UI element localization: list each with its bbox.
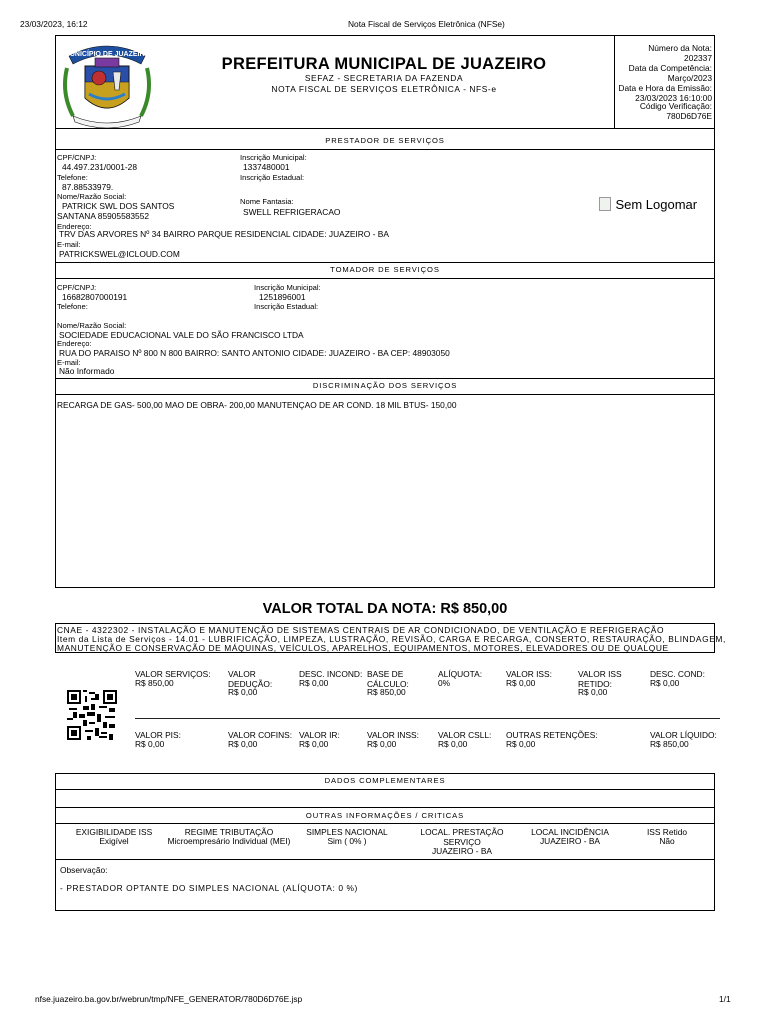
valor-cofins-label: VALOR COFINS: — [228, 730, 293, 740]
valor-cofins-value: R$ 0,00 — [228, 739, 258, 749]
valor-servicos-value: R$ 850,00 — [135, 678, 174, 688]
tomador-im-label: Inscrição Municipal: — [254, 283, 321, 292]
print-page-number: 1/1 — [719, 994, 731, 1004]
valor-csll-label: VALOR CSLL: — [438, 730, 492, 740]
crest-banner-text: MUNICÍPIO DE JUAZEIRO — [64, 51, 150, 58]
tomador-im-value: 1251896001 — [259, 292, 306, 302]
valor-pis-value: R$ 0,00 — [135, 739, 165, 749]
prestador-email-label: E-mail: — [57, 240, 81, 249]
valor-deducao-value: R$ 0,00 — [228, 687, 258, 697]
observacao-text: - PRESTADOR OPTANTE DO SIMPLES NACIONAL (ALÍQUOTA: 0 %) — [60, 883, 358, 893]
valor-inss-label: VALOR INSS: — [367, 730, 419, 740]
desc-cond-value: R$ 0,00 — [650, 678, 680, 688]
tomador-nome-label: Nome/Razão Social: — [57, 321, 127, 330]
print-datetime: 23/03/2023, 16:12 — [20, 19, 88, 29]
desc-cond-label: DESC. COND: — [650, 669, 705, 679]
regime-tributacao-label: REGIME TRIBUTAÇÃO — [184, 827, 274, 837]
municipal-crest-logo — [59, 38, 155, 128]
tomador-cpf-value: 16682807000191 — [62, 292, 128, 302]
tomador-tel-label: Telefone: — [57, 302, 88, 311]
prestador-section-title: PRESTADOR DE SERVIÇOS — [325, 136, 445, 145]
valor-iss-label: VALOR ISS: — [506, 669, 552, 679]
prestador-cpf-value: 44.497.231/0001-28 — [62, 162, 137, 172]
dados-complementares-title: DADOS COMPLEMENTARES — [324, 776, 446, 785]
cnae-line2: Item da Lista de Serviços - 14.01 - LUBRIFICAÇÃO, LIMPEZA, LUSTRAÇÃO, REVISÃO, CARGA E RECARGA, CONSERTO, RESTAURAÇÃO, BLINDAGEM, — [57, 634, 726, 644]
discriminacao-text: RECARGA DE GAS- 500,00 MAO DE OBRA- 200,00 MANUTENÇAO DE AR COND. 18 MIL BTUS- 150,00 — [57, 400, 457, 410]
iss-retido-label: ISS Retido — [646, 827, 688, 837]
valor-iss-value: R$ 0,00 — [506, 678, 536, 688]
desc-incond-value: R$ 0,00 — [299, 678, 329, 688]
emissao-value: 23/03/2023 16:10:00 — [635, 93, 712, 103]
tomador-nome-value: SOCIEDADE EDUCACIONAL VALE DO SÃO FRANCISCO LTDA — [59, 330, 304, 340]
base-calculo-label: BASE DE CÁLCULO: — [367, 669, 409, 689]
prestador-tel-label: Telefone: — [57, 173, 88, 182]
valor-iss-retido-value: R$ 0,00 — [578, 687, 608, 697]
cnae-line1: CNAE - 4322302 - INSTALAÇÃO E MANUTENÇÃO DE SISTEMAS CENTRAIS DE AR CONDICIONADO, DE VENTILAÇÃO E REFRIGERAÇÃO — [57, 625, 665, 635]
numero-nota-value: 202337 — [684, 53, 712, 63]
cnae-line3: MANUTENÇÃO E CONSERVAÇÃO DE MÁQUINAS, VEÍCULOS, APARELHOS, EQUIPAMENTOS, MOTORES, ELEVADORES OU DE QUALQUE — [57, 643, 669, 653]
simples-nacional-label: SIMPLES NACIONAL — [306, 827, 388, 837]
prestador-im-label: Inscrição Municipal: — [240, 153, 307, 162]
codigo-verificacao-label: Código Verificação: — [639, 101, 712, 111]
print-page-title: Nota Fiscal de Serviços Eletrônica (NFSe) — [348, 19, 505, 29]
local-prestacao-value: JUAZEIRO - BA — [431, 846, 493, 856]
exigibilidade-value: Exigível — [99, 836, 129, 846]
codigo-verificacao-value: 780D6D76E — [666, 111, 712, 121]
outras-retencoes-label: OUTRAS RETENÇÕES: — [506, 730, 598, 740]
tomador-email-value: Não Informado — [59, 366, 115, 376]
print-url: nfse.juazeiro.ba.gov.br/webrun/tmp/NFE_GENERATOR/780D6D76E.jsp — [35, 994, 303, 1004]
competencia-value: Março/2023 — [667, 73, 712, 83]
prestador-nome-label: Nome/Razão Social: — [57, 192, 127, 201]
qr-code — [67, 690, 117, 740]
valor-pis-label: VALOR PIS: — [135, 730, 181, 740]
valor-deducao-label: VALOR DEDUÇÃO: — [228, 669, 273, 689]
simples-nacional-value: Sim ( 0% ) — [327, 836, 367, 846]
observacao-label: Observação: — [60, 865, 108, 875]
valor-ir-label: VALOR IR: — [299, 730, 340, 740]
prestador-fantasia-value: SWELL REFRIGERACAO — [243, 207, 341, 217]
header-subtitle-nfse: NOTA FISCAL DE SERVIÇOS ELETRÔNICA - NFS-e — [271, 84, 497, 94]
numero-nota-label: Número da Nota: — [648, 43, 712, 53]
valor-iss-retido-label: VALOR ISS RETIDO: — [578, 669, 622, 689]
emissao-label: Data e Hora da Emissão: — [618, 83, 712, 93]
prestador-tel-value: 87.88533979. — [62, 182, 114, 192]
prestador-cpf-label: CPF/CNPJ: — [57, 153, 97, 162]
outras-retencoes-value: R$ 0,00 — [506, 739, 536, 749]
competencia-label: Data da Competência: — [628, 63, 712, 73]
prestador-fantasia-label: Nome Fantasia: — [240, 197, 294, 206]
header-subtitle-sefaz: SEFAZ - SECRETARIA DA FAZENDA — [304, 73, 464, 83]
prestador-endereco-value: TRV DAS ARVORES Nº 34 BAIRRO PARQUE RESIDENCIAL CIDADE: JUAZEIRO - BA — [59, 229, 389, 239]
page-title: PREFEITURA MUNICIPAL DE JUAZEIRO — [221, 55, 547, 73]
tomador-ie-label: Inscrição Estadual: — [254, 302, 319, 311]
prestador-email-value: PATRICKSWEL@ICLOUD.COM — [59, 249, 180, 259]
prestador-nome-value-line2: SANTANA 85905583552 — [57, 211, 150, 221]
valor-total: VALOR TOTAL DA NOTA: R$ 850,00 — [262, 601, 508, 617]
prestador-logo-placeholder — [599, 196, 713, 214]
outras-informacoes-title: OUTRAS INFORMAÇÕES / CRITICAS — [305, 811, 465, 820]
valor-inss-value: R$ 0,00 — [367, 739, 397, 749]
aliquota-value: 0% — [438, 678, 451, 688]
valor-liquido-label: VALOR LÍQUIDO: — [650, 730, 717, 740]
prestador-ie-label: Inscrição Estadual: — [240, 173, 305, 182]
tomador-endereco-value: RUA DO PARAISO Nº 800 N 800 BAIRRO: SANTO ANTONIO CIDADE: JUAZEIRO - BA CEP: 48903050 — [59, 348, 450, 358]
tomador-endereco-label: Endereço: — [57, 339, 92, 348]
exigibilidade-label: EXIGIBILIDADE ISS — [75, 827, 153, 837]
prestador-im-value: 1337480001 — [243, 162, 290, 172]
logo-alt-text: Sem Logomar — [615, 197, 698, 212]
discriminacao-section-title: DISCRIMINAÇÃO DOS SERVIÇOS — [312, 381, 458, 390]
valor-ir-value: R$ 0,00 — [299, 739, 329, 749]
aliquota-label: ALÍQUOTA: — [438, 669, 483, 679]
tomador-email-label: E-mail: — [57, 358, 81, 367]
regime-tributacao-value: Microempresário Individual (MEI) — [167, 836, 291, 846]
tomador-cpf-label: CPF/CNPJ: — [57, 283, 97, 292]
local-prestacao-label: LOCAL. PRESTAÇÃO SERVIÇO — [420, 827, 504, 847]
prestador-endereco-label: Endereço: — [57, 222, 92, 231]
broken-image-icon — [599, 197, 611, 211]
desc-incond-label: DESC. INCOND: — [299, 669, 363, 679]
tomador-section-title: TOMADOR DE SERVIÇOS — [330, 265, 440, 274]
local-incidencia-value: JUAZEIRO - BA — [539, 836, 601, 846]
valor-liquido-value: R$ 850,00 — [650, 739, 689, 749]
valor-servicos-label: VALOR SERVIÇOS: — [135, 669, 211, 679]
base-calculo-value: R$ 850,00 — [367, 687, 406, 697]
local-incidencia-label: LOCAL INCIDÊNCIA — [531, 827, 609, 837]
valor-csll-value: R$ 0,00 — [438, 739, 468, 749]
prestador-nome-value-line1: PATRICK SWL DOS SANTOS — [62, 201, 175, 211]
valores-separator — [135, 718, 720, 719]
iss-retido-value: Não — [659, 836, 675, 846]
